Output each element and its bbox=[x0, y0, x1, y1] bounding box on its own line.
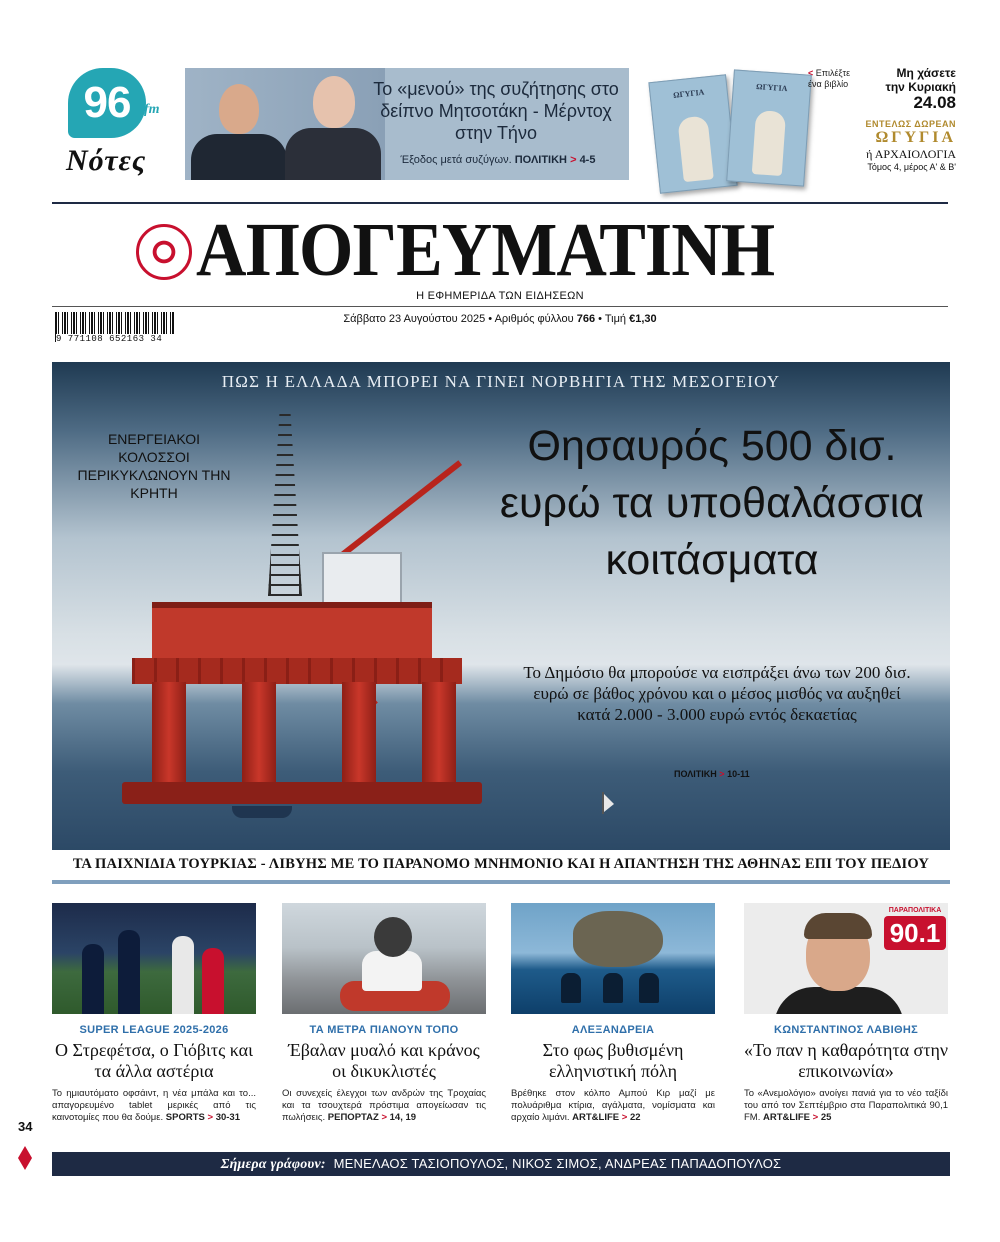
lead-strapline: ΠΩΣ Η ΕΛΛΑΔΑ ΜΠΟΡΕΙ ΝΑ ΓΙΝΕΙ ΝΟΡΒΗΓΙΑ ΤΗΣ ΜΕΣΟΓΕΙΟΥ bbox=[221, 372, 781, 391]
story-blurb bbox=[744, 1088, 948, 1124]
story-kicker: SUPER LEAGUE 2025-2026 bbox=[79, 1024, 229, 1036]
divider bbox=[52, 202, 948, 204]
promo-person-right bbox=[283, 68, 383, 180]
barcode-issue: 34 bbox=[150, 334, 163, 344]
chevron-right-icon: > bbox=[621, 1112, 628, 1123]
price-label: Τιμή bbox=[604, 313, 627, 325]
masthead-tagline: Η ΕΦΗΜΕΡΙΔΑ ΤΩΝ ΕΙΔΗΣΕΩΝ bbox=[416, 290, 584, 302]
promo-arrow-icon: > bbox=[570, 154, 577, 166]
issue-date: Σάββατο 23 Αυγούστου 2025 bbox=[343, 313, 486, 325]
story-section: ΡΕΠΟΡΤΑΖ bbox=[327, 1112, 379, 1123]
story-section: SPORTS bbox=[165, 1112, 205, 1123]
story-blurb bbox=[511, 1088, 715, 1124]
story-card-football[interactable] bbox=[52, 903, 256, 1124]
left-arrow-icon: < bbox=[808, 68, 814, 78]
story-kicker: ΑΛΕΞΑΝΔΡΕΙΑ bbox=[571, 1024, 655, 1036]
promo-person-left bbox=[191, 68, 287, 180]
writers-bar bbox=[52, 1152, 950, 1176]
free-offer bbox=[850, 119, 956, 172]
newspaper-masthead[interactable]: ΑΠΟΓΕΥΜΑΤΙΝΗ bbox=[196, 208, 775, 292]
story-kicker: ΤΑ ΜΕΤΡΑ ΠΙΑΝΟΥΝ ΤΟΠΟ bbox=[309, 1024, 459, 1036]
story-blurb bbox=[52, 1088, 256, 1124]
free-offer-alt: ή ΑΡΧΑΙΟΛΟΓΙΑ bbox=[866, 147, 956, 161]
promo-subline bbox=[369, 154, 627, 166]
radio-badge-name: ΠΑΡΑΠΟΛΙΤΙΚΑ bbox=[888, 907, 942, 914]
portrait-photo bbox=[744, 903, 948, 1014]
promo-photo bbox=[185, 68, 385, 180]
diamond-icon bbox=[18, 1146, 32, 1170]
chevron-right-icon: > bbox=[812, 1112, 819, 1123]
dont-miss-line2: την Κυριακή bbox=[885, 80, 956, 94]
dont-miss-date: 24.08 bbox=[913, 93, 956, 112]
lead-dek: Το Δημόσιο θα μπορούσε να εισπράξει άνω των 200 δισ. ευρώ σε βάθος χρόνου και ο μέσος μισθός να αυξηθεί κατά 2.000 - 3.000 ευρώ εντός δεκαετίας bbox=[523, 663, 911, 724]
story-blurb-text: Οι συνεχείς έλεγχοι των ανδρών της Τροχαίας και τα τσουχτερά πρόστιμα απογείωσαν τις πωλήσεις. bbox=[282, 1088, 486, 1123]
story-card-motorbikes[interactable] bbox=[282, 903, 486, 1124]
story-card-alexandria[interactable] bbox=[511, 903, 715, 1124]
story-title: «Το παν η καθαρότητα στην επικοινωνία» bbox=[744, 1040, 949, 1081]
chevron-right-icon: > bbox=[381, 1112, 387, 1123]
free-offer-volume: Τόμος 4, μέρος Α' & Β' bbox=[867, 162, 956, 172]
page-number: 34 bbox=[18, 1119, 33, 1134]
lead-page-ref bbox=[674, 769, 750, 779]
radio-fm-label: fm bbox=[144, 102, 160, 117]
book-cover-title: ΩΓΥΓΙΑ bbox=[672, 87, 705, 100]
dont-miss-line1: Μη χάσετε bbox=[896, 66, 956, 80]
lead-pages: 10-11 bbox=[727, 769, 750, 779]
issue-number: 766 bbox=[576, 313, 596, 325]
lead-side-label: ΕΝΕΡΓΕΙΑΚΟΙ ΚΟΛΟΣΣΟΙ ΠΕΡΙΚΥΚΛΩΝΟΥΝ ΤΗΝ ΚΡΗΤΗ bbox=[77, 431, 231, 501]
motorbike-rider-photo bbox=[282, 903, 486, 1014]
statue-image bbox=[752, 110, 786, 176]
underwater-statue-photo bbox=[511, 903, 715, 1014]
story-title: Έβαλαν μυαλό και κράνος οι δικυκλιστές bbox=[288, 1040, 480, 1081]
radio-badge-frequency: 90.1 bbox=[884, 916, 946, 950]
radio-show-name: Νότες bbox=[66, 144, 147, 177]
free-offer-label: ΕΝΤΕΛΩΣ ΔΩΡΕΑΝ bbox=[865, 119, 956, 129]
secondary-headline[interactable]: ΤΑ ΠΑΙΧΝΙΔΙΑ ΤΟΥΡΚΙΑΣ - ΛΙΒΥΗΣ ΜΕ ΤΟ ΠΑΡΑΝΟΜΟ ΜΝΗΜΟΝΙΟ ΚΑΙ Η ΑΠΑΝΤΗΣΗ ΤΗΣ ΑΘΗΝΑΣ ΕΠΙ ΤΟΥ ΠΕΔΙΟΥ bbox=[72, 856, 930, 872]
radio-96fm-logo[interactable] bbox=[62, 66, 174, 184]
promo-pages: 4-5 bbox=[579, 154, 596, 166]
writers-names: ΜΕΝΕΛΑΟΣ ΤΑΣΙΟΠΟΥΛΟΣ, ΝΙΚΟΣ ΣΙΜΟΣ, ΑΝΔΡΕΑΣ ΠΑΠΑΔΟΠΟΥΛΟΣ bbox=[333, 1156, 782, 1171]
barcode-number bbox=[56, 334, 174, 344]
story-section: ART&LIFE bbox=[763, 1112, 810, 1123]
price: €1,30 bbox=[629, 313, 657, 325]
issue-info: Σάββατο 23 Αυγούστου 2025 • Αριθμός φύλλου 766 • Τιμή €1,30 bbox=[343, 313, 657, 325]
book-cover-title: ΩΓΥΓΙΑ bbox=[755, 82, 788, 94]
story-title: Ο Στρεφέτσα, ο Γιόβιτς και τα άλλα αστέρια bbox=[55, 1040, 253, 1081]
book-cover-2 bbox=[726, 69, 812, 186]
story-pages: 30-31 bbox=[215, 1112, 241, 1123]
radio-number: 96 bbox=[68, 68, 146, 138]
story-blurb bbox=[282, 1088, 486, 1124]
book-note-line1: Επιλέξτε bbox=[815, 68, 851, 78]
lead-section: ΠΟΛΙΤΙΚΗ bbox=[674, 769, 717, 779]
story-blurb-text: Το «Ανεμολόγιο» ανοίγει πανιά για το νέο ταξίδι του από τον Σεπτέμβριο στα Παραπολιτικά 90,1 FM. bbox=[744, 1088, 948, 1123]
story-section: ART&LIFE bbox=[572, 1112, 620, 1123]
story-kicker: ΚΩΝΣΤΑΝΤΙΝΟΣ ΛΑΒΙΘΗΣ bbox=[773, 1024, 918, 1036]
book-cover-1 bbox=[648, 74, 737, 194]
promo-section: ΠΟΛΙΤΙΚΗ bbox=[514, 154, 567, 166]
book-choice-note bbox=[808, 68, 850, 90]
barcode-digits: 9 771108 652163 bbox=[56, 334, 145, 344]
story-pages: 14, 19 bbox=[389, 1112, 417, 1123]
divider bbox=[52, 880, 950, 884]
promo-headline: Το «μενού» της συζήτησης στο δείπνο Μητσοτάκη - Μέρντοχ στην Τήνο bbox=[373, 79, 619, 143]
newspaper-emblem-icon bbox=[136, 224, 192, 280]
divider bbox=[52, 306, 948, 307]
story-blurb-text: Το ημιαυτόματο οφσάιντ, η νέα μπάλα και το... απαγορευμένο tablet μερικές από τις καινοτομίες που θα δούμε. bbox=[52, 1088, 256, 1123]
story-pages: 22 bbox=[629, 1112, 641, 1123]
chevron-right-icon: > bbox=[719, 769, 725, 779]
free-offer-title: ΩΓΥΓΙΑ bbox=[875, 129, 956, 146]
book-offer-images[interactable] bbox=[652, 66, 822, 194]
story-pages: 25 bbox=[820, 1112, 832, 1123]
writers-label: Σήμερα γράφουν: bbox=[220, 1157, 326, 1172]
statue-image bbox=[677, 115, 714, 182]
story-card-interview[interactable] bbox=[744, 903, 948, 1124]
promo-banner-politics[interactable] bbox=[185, 68, 629, 180]
football-match-photo bbox=[52, 903, 256, 1014]
dont-miss-box bbox=[864, 66, 956, 112]
promo-sub-text: Έξοδος μετά συζύγων. bbox=[400, 154, 512, 166]
book-note-line2: ένα βιβλίο bbox=[808, 79, 849, 89]
chevron-right-icon: > bbox=[207, 1112, 214, 1123]
story-title: Στο φως βυθισμένη ελληνιστική πόλη bbox=[542, 1040, 684, 1081]
lead-story[interactable] bbox=[52, 362, 950, 850]
lead-headline: Θησαυρός 500 δισ. ευρώ τα υποθαλάσσια κοιτάσματα bbox=[499, 422, 925, 584]
issue-label: Αριθμός φύλλου bbox=[494, 313, 574, 325]
radio-901-logo bbox=[884, 907, 946, 969]
story-blurb-text: Βρέθηκε στον κόλπο Αμπού Κιρ μαζί με πολυάριθμα κτίρια, αγάλματα, νομίσματα και αρχαίο λιμάνι. bbox=[511, 1088, 715, 1123]
